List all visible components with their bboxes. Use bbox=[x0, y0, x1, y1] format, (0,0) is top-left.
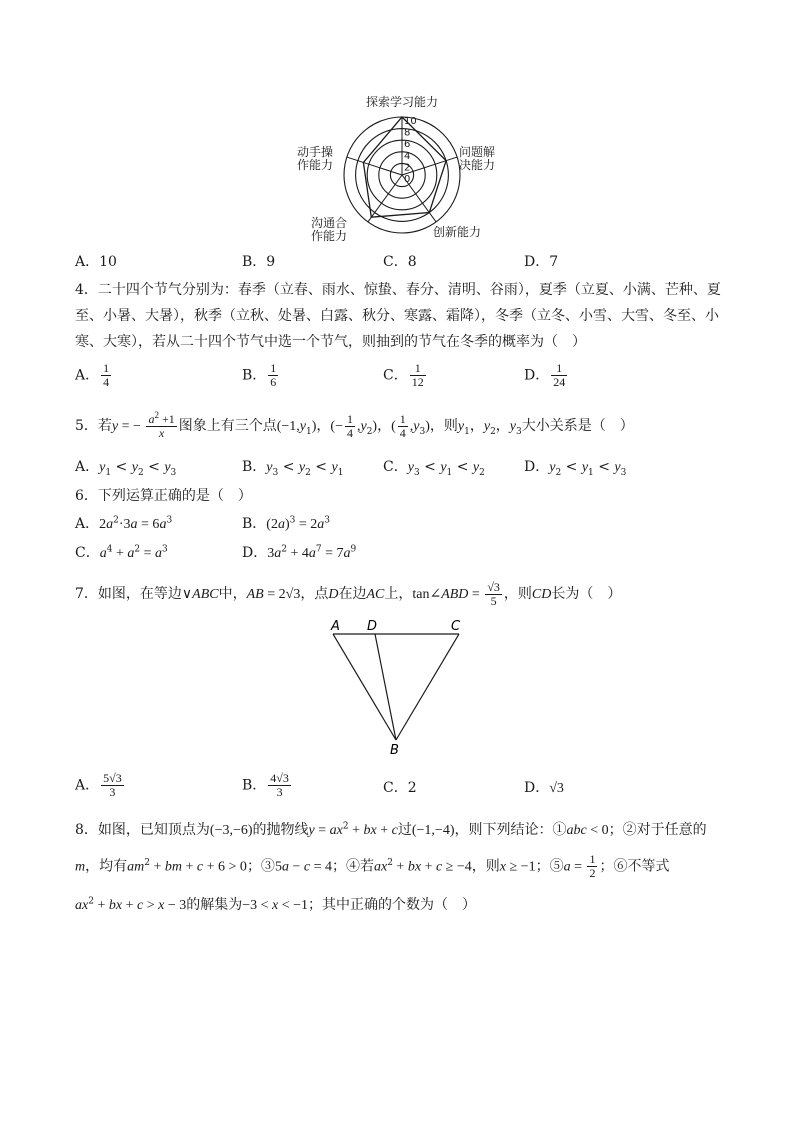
q6-option-b-label: B． bbox=[242, 516, 267, 532]
q4-option-a-label: A． bbox=[75, 367, 100, 384]
q7-option-d-label: D． bbox=[524, 780, 550, 796]
q8-tail2: ；②对于任意的 bbox=[608, 822, 707, 838]
q4-option-c-label: C． bbox=[383, 367, 408, 384]
q4-d-num: 1 bbox=[551, 362, 567, 376]
q8-prefix: 8．如图，已知顶点为 bbox=[75, 822, 210, 838]
q8-tail: ，则下列结论：① bbox=[454, 822, 567, 838]
q4-stem-line2: 至、小暑、大暑），秋季（立秋、处暑、白露、秋分、寒露、霜降），冬季（立冬、小雪、大雪、冬至、小 bbox=[75, 308, 719, 324]
q6-option-c[interactable]: C．$a^4 + a^2 = a^3$ bbox=[75, 544, 168, 561]
q4-d-den: 24 bbox=[553, 375, 566, 389]
radar-tick-0: 0 bbox=[404, 174, 411, 185]
radar-label-left: 作能力 bbox=[296, 158, 334, 172]
q5-stem: 5．若y = − $\frac{a^2 +1}{x}$ 图象上有三个点$(-1,y_1)$，(− $\frac{1}{4}$ $,y_2$)，( $\frac{1}{4}$ $,y_3$)，则$y_1$，$y_2$，$y_3$大小关系是（ ） bbox=[75, 409, 634, 440]
radar-label-right: 问题解 bbox=[459, 145, 496, 159]
q8-line2-d: ，则 bbox=[471, 858, 500, 875]
q6-stem: 6．下列运算正确的是（ ） bbox=[75, 488, 252, 504]
radar-axis-line bbox=[347, 157, 402, 175]
q7-option-a[interactable]: A． $\frac{5√3}{3}$ bbox=[75, 771, 122, 799]
radar-tick-10: 10 bbox=[404, 116, 417, 127]
radar-chart bbox=[285, 90, 515, 250]
q7-stem: 7．如图，在等边∨ABC中，AB = 2√3，点D在边AC上，tan∠ABD = $\frac{√3}{5}$ ，则CD长为（ ） bbox=[75, 579, 622, 608]
q8-line3-a: 的解集为 bbox=[186, 897, 243, 913]
radar-axes bbox=[347, 117, 457, 222]
q8-mid: 的抛物线 bbox=[252, 822, 309, 838]
q5-suffix: ，则 bbox=[429, 418, 458, 434]
q8-mid2: 过 bbox=[397, 822, 412, 838]
q8-line1: 8．如图，已知顶点为(−3,−6)的抛物线$y = ax^2$ + bx + c过(−1,−4)，则下列结论：①abc < 0；②对于任意的 bbox=[75, 821, 707, 838]
vertex-a-label: A bbox=[331, 619, 340, 634]
q4-stem-line3: 寒、大寒），若从二十四个节气中选一个节气，则抽到的节气在冬季的概率为（ ） bbox=[75, 334, 586, 350]
q7-mid1: 中， bbox=[218, 586, 247, 602]
q4-option-d-label: D． bbox=[524, 367, 550, 384]
q7-suffix: ，则 bbox=[503, 586, 532, 602]
q8-line2-f: ；⑥不等式 bbox=[599, 858, 670, 875]
edge-ab bbox=[333, 634, 396, 740]
vertex-c-label: C bbox=[451, 619, 461, 634]
vertex-b-label: B bbox=[390, 743, 399, 758]
radar-label-bottom-right: 创新能力 bbox=[433, 225, 482, 239]
q5-prefix: 5．若 bbox=[75, 418, 112, 434]
q4-a-den: 4 bbox=[103, 375, 110, 389]
q5-option-d-label: D． bbox=[524, 459, 550, 475]
vertex-d-label: D bbox=[367, 619, 378, 634]
radar-label-right: 决能力 bbox=[459, 158, 496, 172]
q5-option-c[interactable]: C．$y_3 < y_1 < y_2$ bbox=[383, 459, 485, 478]
triangle-figure bbox=[325, 615, 470, 760]
q4-option-b[interactable] bbox=[242, 362, 280, 389]
q5-tail: 大小关系是（ ） bbox=[521, 418, 634, 434]
q4-stem-line1: 4．二十四个节气分别为：春季（立春、雨水、惊蛰、春分、清明、谷雨），夏季（立夏、小满、芒种、夏 bbox=[75, 282, 721, 298]
q4-option-b-label: B． bbox=[242, 367, 267, 384]
radar-label-top: 探索学习能力 bbox=[365, 95, 439, 109]
q4-option-a[interactable] bbox=[75, 362, 113, 389]
q7-option-b-label: B． bbox=[242, 777, 267, 794]
q7-option-a-label: A． bbox=[75, 777, 100, 794]
radar-tick-6: 6 bbox=[404, 139, 411, 151]
radar-tick-8: 8 bbox=[404, 127, 411, 139]
q5-option-c-label: C． bbox=[383, 459, 408, 475]
q8-line2: m，均有$am^2$ + bm + c + 6 > 0；③5a − c = 4；④若$ax^2$ + bx + c ≥ −4，则x ≥ −1；⑤a = $\frac{1}{2}$ ；⑥不等式 bbox=[75, 852, 670, 880]
q8-line3: $ax^2$ + bx + c > x − 3的解集为−3 < x < −1；其中正确的个数为（ ） bbox=[75, 896, 477, 913]
q7-prefix: 7．如图，在等边 bbox=[75, 586, 182, 602]
q3-option-d[interactable]: D．7 bbox=[524, 254, 559, 270]
q5-option-b-label: B． bbox=[242, 459, 267, 475]
q7-mid4: 上， bbox=[384, 586, 413, 602]
q4-b-num: 1 bbox=[270, 361, 277, 375]
q7-option-c[interactable]: C．2 bbox=[383, 780, 417, 796]
q7-tail: 长为（ ） bbox=[551, 586, 622, 602]
q5-option-d[interactable]: D．$y_2 < y_1 < y_3$ bbox=[524, 459, 627, 478]
q4-a-num: 1 bbox=[103, 361, 110, 375]
q4-b-den: 6 bbox=[270, 375, 277, 389]
q5-mid: 图象上有三个点 bbox=[178, 418, 277, 434]
q7-mid2: ，点 bbox=[300, 586, 329, 602]
radar-tick-2: 2 bbox=[404, 162, 411, 174]
q6-option-d[interactable]: D．$3a^2 + 4a^7 = 7a^9$ bbox=[242, 544, 357, 561]
q8-line2-c: ；④若 bbox=[331, 858, 374, 875]
radar-tick-4: 4 bbox=[404, 150, 411, 162]
radar-tick-labels bbox=[404, 116, 417, 185]
q7-option-d[interactable]: D．√3 bbox=[524, 780, 564, 796]
q8-line2-e: ；⑤ bbox=[535, 858, 564, 875]
q7-option-b[interactable]: B． $\frac{4√3}{3}$ bbox=[242, 771, 289, 799]
edge-cb bbox=[396, 634, 459, 740]
q8-line2-a: ，均有 bbox=[85, 858, 128, 875]
q6-option-a[interactable]: A．$2a^2\cdot 3a = 6a^3$ bbox=[75, 515, 173, 532]
radar-label-bottom-left: 沟通合 bbox=[310, 216, 348, 230]
q6-option-a-label: A． bbox=[75, 516, 100, 532]
q7-mid3: 在边 bbox=[338, 586, 367, 602]
q5-option-a[interactable]: A．$y_1 < y_2 < y_3$ bbox=[75, 459, 177, 478]
radar-label-left: 动手操 bbox=[296, 145, 334, 159]
q5-option-a-label: A． bbox=[75, 459, 100, 475]
segment-bd bbox=[375, 634, 396, 740]
q6-option-b[interactable]: B．$(2a)^3 = 2a^3$ bbox=[242, 515, 331, 532]
q4-option-d[interactable] bbox=[524, 362, 569, 389]
q3-option-b[interactable]: B．9 bbox=[242, 254, 276, 270]
q4-option-c[interactable] bbox=[383, 362, 428, 389]
q4-c-num: 1 bbox=[410, 362, 426, 376]
q8-line3-b: ；其中正确的个数为（ ） bbox=[308, 897, 477, 913]
q4-c-den: 12 bbox=[411, 375, 424, 389]
radar-label-bottom-left: 作能力 bbox=[310, 229, 348, 243]
q8-line2-b: ；③ bbox=[246, 858, 275, 875]
q3-option-a[interactable]: A．10 bbox=[75, 254, 117, 270]
q6-option-c-label: C． bbox=[75, 545, 100, 561]
q3-option-c[interactable]: C．8 bbox=[383, 254, 417, 270]
q5-option-b[interactable]: B．$y_3 < y_2 < y_1$ bbox=[242, 459, 344, 478]
q6-option-d-label: D． bbox=[242, 545, 268, 561]
